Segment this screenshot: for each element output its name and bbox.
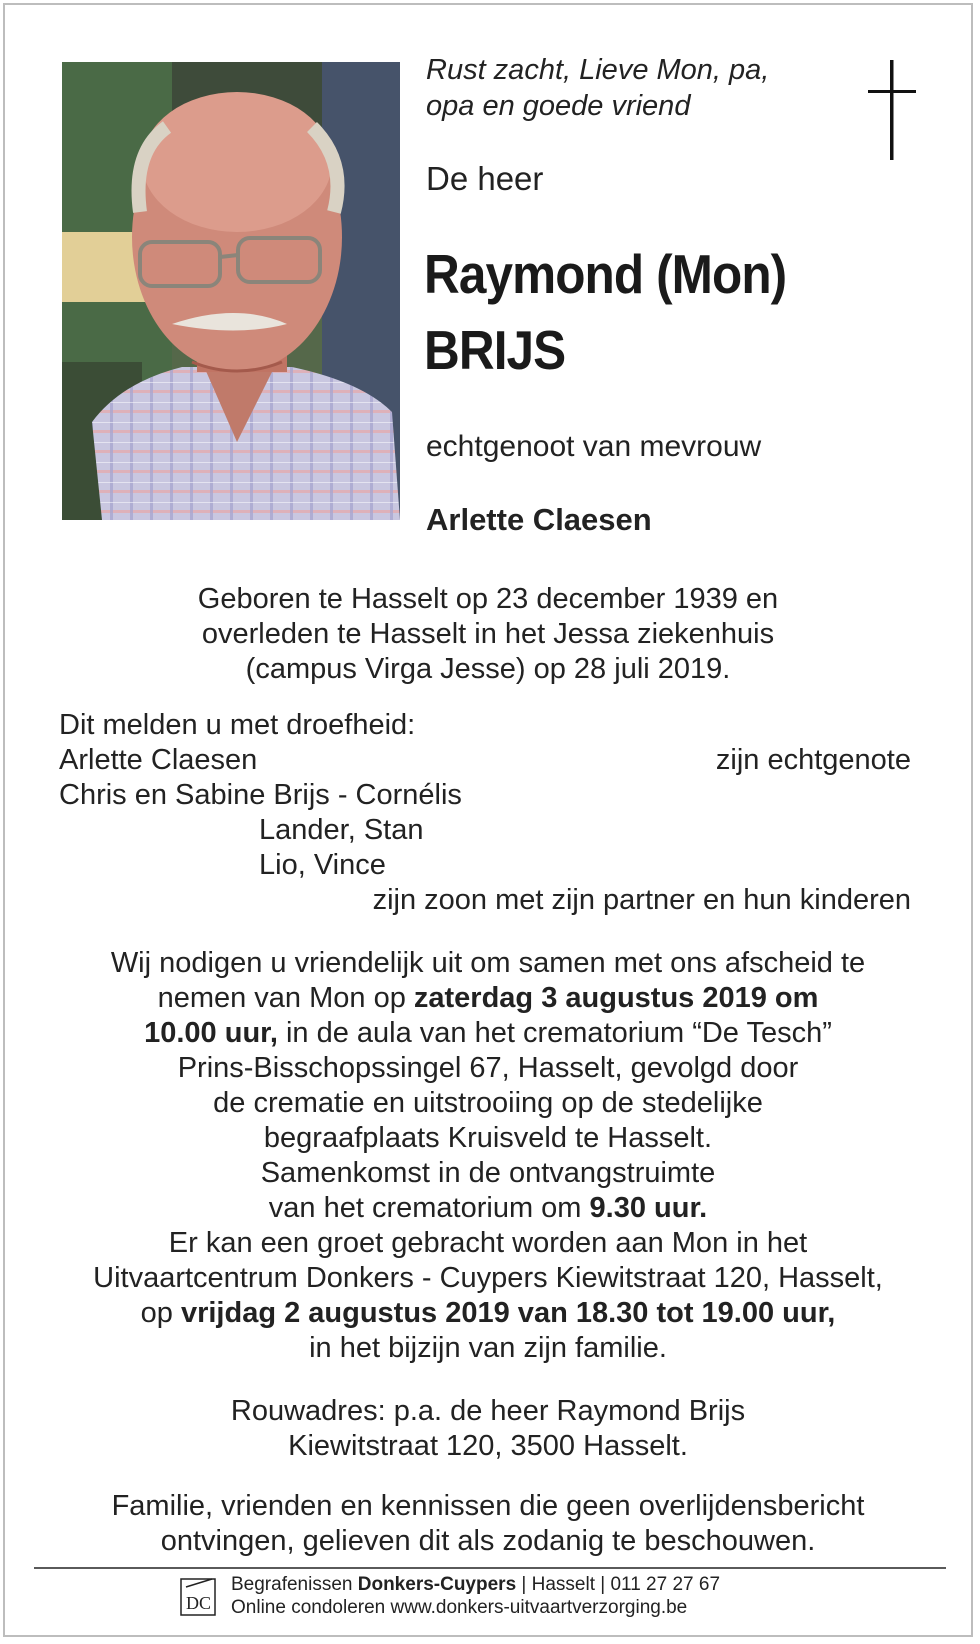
invite-text: nemen van Mon op bbox=[157, 982, 414, 1014]
visitation-datetime: vrijdag 2 augustus 2019 van 18.30 tot 19.00 uur, bbox=[180, 1297, 836, 1329]
invite-text: in de aula van het crematorium “De Tesch” bbox=[277, 1017, 832, 1049]
salutation: De heer bbox=[426, 160, 544, 197]
address-line: Kiewitstraat 120, 3500 Hasselt. bbox=[288, 1430, 688, 1462]
invite-line bbox=[40, 1296, 936, 1331]
invite-line bbox=[40, 1016, 936, 1051]
deceased-name-line-1: Raymond (Mon) bbox=[424, 243, 787, 305]
family-intro-row bbox=[59, 708, 911, 743]
invite-line: Wij nodigen u vriendelijk uit om samen met ons afscheid te bbox=[110, 947, 866, 979]
invite-line: in het bijzijn van zijn familie. bbox=[309, 1332, 667, 1364]
family-relation: zijn echtgenote bbox=[715, 744, 911, 776]
closing-note bbox=[40, 1489, 936, 1559]
cross-icon bbox=[862, 60, 922, 160]
address-line: Rouwadres: p.a. de heer Raymond Brijs bbox=[230, 1395, 746, 1427]
life-line-2: overleden te Hasselt in het Jessa ziekenhuis bbox=[201, 618, 775, 650]
life-line-3: (campus Virga Jesse) op 28 juli 2019. bbox=[245, 653, 731, 685]
birth-death-paragraph bbox=[40, 582, 936, 687]
footer-divider bbox=[34, 1567, 946, 1569]
invite-line: begraafplaats Kruisveld te Hasselt. bbox=[263, 1122, 713, 1154]
footer-text bbox=[231, 1573, 720, 1619]
family-intro: Dit melden u met droefheid: bbox=[59, 709, 416, 741]
family-row bbox=[59, 778, 911, 813]
family-row bbox=[59, 743, 911, 778]
deceased-surname: BRIJS bbox=[424, 319, 566, 381]
portrait-photo bbox=[62, 62, 400, 520]
family-member-name: Arlette Claesen bbox=[59, 744, 258, 776]
gathering-time: 9.30 uur. bbox=[589, 1192, 708, 1224]
memorial-motto bbox=[426, 52, 769, 124]
footer-label: Begrafenissen bbox=[231, 1574, 358, 1595]
spouse-intro: echtgenoot van mevrouw bbox=[426, 430, 762, 463]
funeral-invitation bbox=[40, 946, 936, 1366]
mourning-address bbox=[40, 1394, 936, 1464]
motto-line-1: Rust zacht, Lieve Mon, pa, bbox=[426, 54, 770, 86]
family-row bbox=[59, 848, 911, 883]
invite-line: de crematie en uitstrooiing op de stedelijke bbox=[213, 1087, 763, 1119]
ceremony-time: 10.00 uur, bbox=[144, 1017, 278, 1049]
family-row bbox=[59, 813, 911, 848]
invite-line bbox=[40, 1191, 936, 1226]
life-line-1: Geboren te Hasselt op 23 december 1939 en bbox=[197, 583, 779, 615]
funeral-home-logo-icon bbox=[180, 1575, 218, 1617]
family-member-name: Chris en Sabine Brijs - Cornélis bbox=[59, 779, 462, 811]
closing-line: ontvingen, gelieven dit als zodanig te beschouwen. bbox=[160, 1525, 816, 1557]
ceremony-date: zaterdag 3 augustus 2019 om bbox=[413, 982, 819, 1014]
invite-line: Prins-Bisschopssingel 67, Hasselt, gevolgd door bbox=[177, 1052, 799, 1084]
invite-text: op bbox=[140, 1297, 181, 1329]
closing-line: Familie, vrienden en kennissen die geen overlijdensbericht bbox=[111, 1490, 865, 1522]
invite-line: Er kan een groet gebracht worden aan Mon in het bbox=[168, 1227, 808, 1259]
funeral-home-name: Donkers-Cuypers bbox=[357, 1574, 517, 1595]
family-list bbox=[59, 708, 911, 918]
footer-line-2: Online condoleren www.donkers-uitvaartverzorging.be bbox=[231, 1597, 688, 1618]
family-row bbox=[59, 883, 911, 918]
logo-letters: DC bbox=[186, 1593, 212, 1613]
grandchildren-names: Lander, Stan bbox=[259, 814, 424, 846]
invite-line bbox=[40, 981, 936, 1016]
spouse-name: Arlette Claesen bbox=[426, 502, 652, 537]
invite-line: Samenkomst in de ontvangstruimte bbox=[260, 1157, 716, 1189]
funeral-home-contact: | Hasselt | 011 27 27 67 bbox=[516, 1574, 721, 1595]
footer-line-1 bbox=[231, 1573, 720, 1596]
deceased-name bbox=[424, 236, 786, 388]
family-relation: zijn zoon met zijn partner en hun kinderen bbox=[372, 884, 911, 916]
motto-line-2: opa en goede vriend bbox=[426, 90, 691, 122]
grandchildren-names: Lio, Vince bbox=[259, 849, 386, 881]
invite-text: van het crematorium om bbox=[268, 1192, 590, 1224]
invite-line: Uitvaartcentrum Donkers - Cuypers Kiewitstraat 120, Hasselt, bbox=[93, 1262, 883, 1294]
